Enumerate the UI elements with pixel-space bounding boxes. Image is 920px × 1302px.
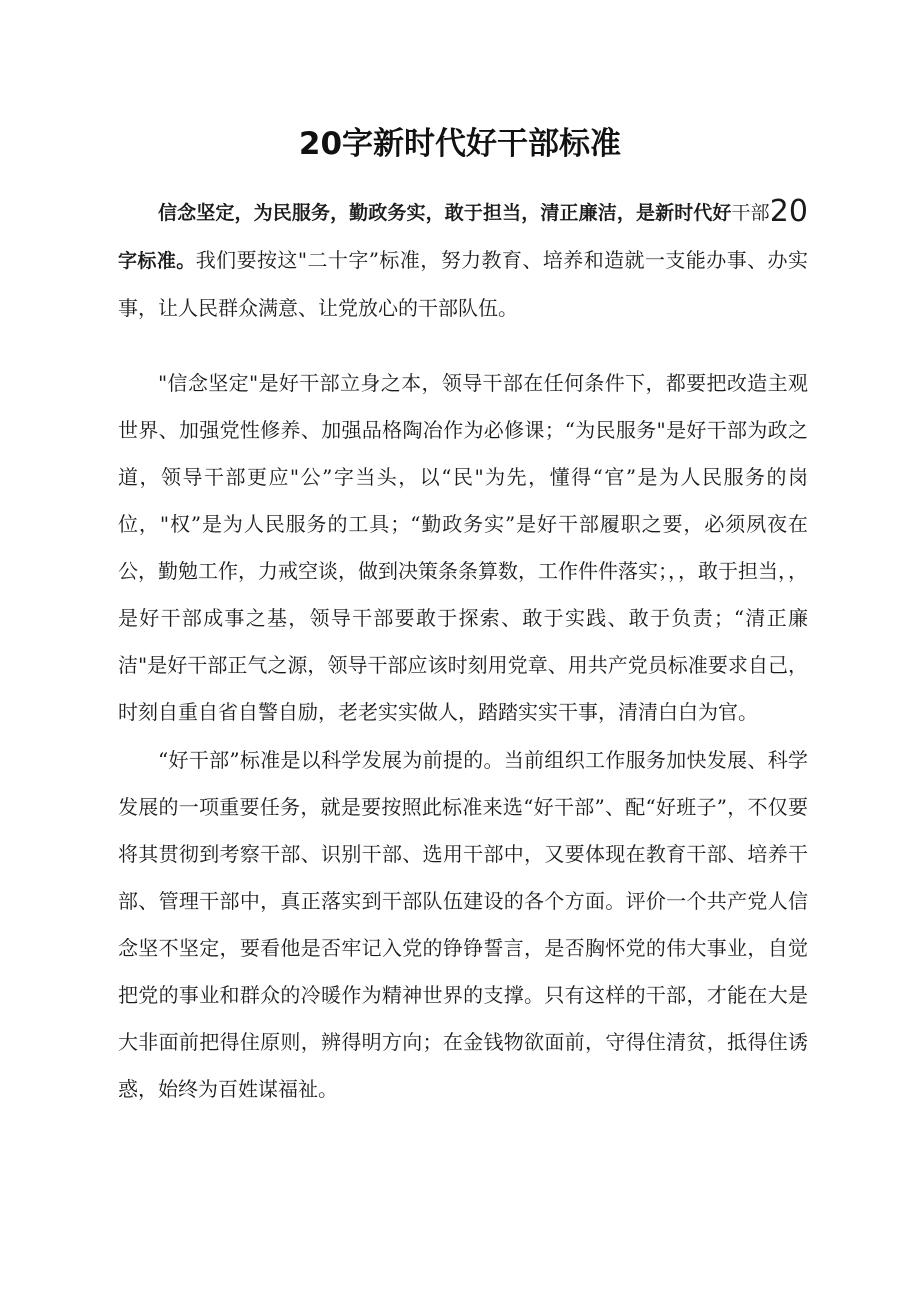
document-title: 20字新时代好干部标准	[298, 126, 622, 162]
paragraph-3: “好干部”标准是以科学发展为前提的。当前组织工作服务加快发展、科学发展的一项重要任务，就是要按照此标准来选“好干部”、配“好班子”，不仅要将其贯彻到考察干部、识别干部、选用干部中，又要体现在教育干部、培养干部、管理干部中，真正落实到干部队伍建设的各个方面。评价一个共产党人信念坚不坚定，要看他是否牢记入党的铮铮誓言，是否胸怀党的伟大事业，自觉把党的事业和群众的冷暖作为精神世界的支撑。只有这样的干部，才能在大是大非面前把得住原则，辨得明方向；在金钱物欲面前，守得住清贫，抵得住诱惑，始终为百姓谋福祉。	[118, 748, 808, 1101]
paragraph-2: "信念坚定"是好干部立身之本，领导干部在任何条件下，都要把改造主观世界、加强党性修养、加强品格陶冶作为必修课；“为民服务"是好干部为政之道，领导干部更应"公”字当头，以“民"为先，懂得“官”是为人民服务的岗位，"权”是为人民服务的工具；“勤政务实”是好干部履职之要，必须夙夜在公，勤勉工作，力戒空谈，做到决策条条算数，工作件件落实；，，敢于担当，，是好干部成事之基，领导干部要敢于探索、敢于实践、敢于负责；“清正廉洁"是好干部正气之源，领导干部应该时刻用党章、用共产党员标准要求自己，时刻自重自省自警自励，老老实实做人，踏踏实实干事，清清白白为官。	[118, 371, 808, 724]
paragraph-1-lead-end: 字标准。	[118, 250, 196, 272]
paragraph-1-text: 我们要按这"二十字”标准，努力教育、培养和造就一支能办事、办实事，让人民群众满意、让党放心的干部队伍。	[118, 248, 808, 320]
paragraph-1-lead-tail-word: 干部	[731, 202, 770, 224]
paragraph-1-number: 20	[769, 194, 808, 229]
paragraph-1	[118, 188, 808, 332]
paragraph-1-lead: 信念坚定，为民服务，勤政务实，敢于担当，清正廉洁，是新时代好	[158, 202, 732, 224]
